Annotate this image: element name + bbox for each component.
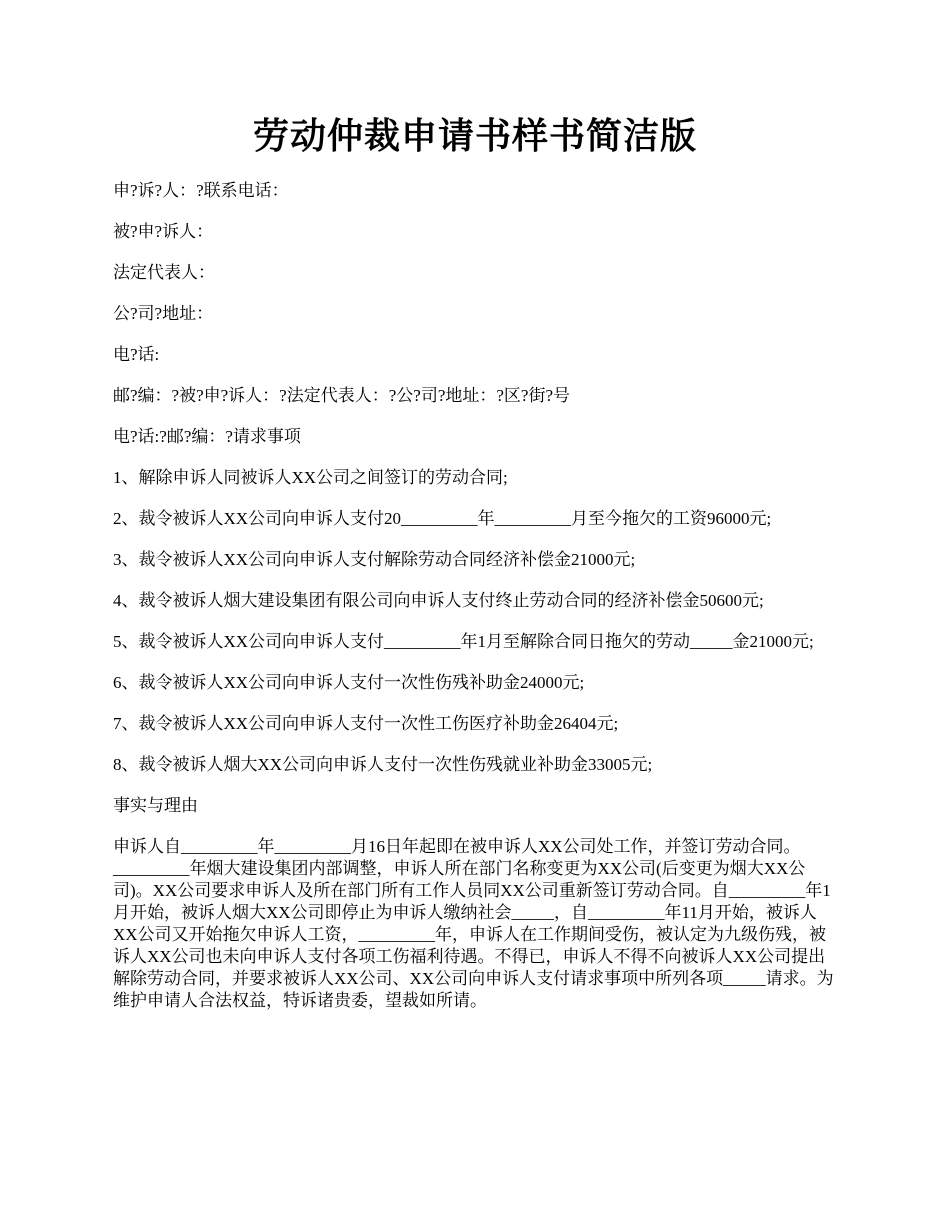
paragraph-company-address: 公?司?地址： bbox=[113, 304, 214, 323]
paragraph-phone-postcode-requests: 电?话:?邮?编：?请求事项 bbox=[113, 427, 301, 446]
paragraph-respondent: 被?申?诉人： bbox=[113, 222, 214, 241]
request-item-8: 8、裁令被诉人烟大XX公司向申诉人支付一次性伤残就业补助金33005元; bbox=[113, 755, 653, 774]
paragraph-facts-and-reasons: 申诉人自_________年_________月16日年起即在被申诉人XX公司处工作，并签订劳动合同。_________年烟大建设集团内部调整，申诉人所在部门名称变更为XX公司(后变更为烟大XX公司)。XX公司要求申诉人及所在部门所有工作人员同XX公司重新签订劳动合同。自_________年1月开始，被诉人烟大XX公司即停止为申诉人缴纳社会_____，自_________年11月开始，被诉人XX公司又开始拖欠申诉人工资，_________年，申诉人在工作期间受伤，被认定为九级伤残，被诉人XX公司也未向申诉人支付各项工伤福利待遇。不得已，申诉人不得不向被诉人XX公司提出解除劳动合同，并要求被诉人XX公司、XX公司向申诉人支付请求事项中所列各项_____请求。为维护申请人合法权益，特诉诸贵委，望裁如所请。 bbox=[113, 837, 834, 1010]
request-item-1: 1、解除申诉人同被诉人XX公司之间签订的劳动合同; bbox=[113, 468, 508, 487]
paragraph-phone: 电?话: bbox=[113, 345, 160, 364]
request-item-4: 4、裁令被诉人烟大建设集团有限公司向申诉人支付终止劳动合同的经济补偿金50600元; bbox=[113, 591, 764, 610]
request-item-5: 5、裁令被诉人XX公司向申诉人支付_________年1月至解除合同日拖欠的劳动_____金21000元; bbox=[113, 632, 814, 651]
paragraph-applicant: 申?诉?人：?联系电话： bbox=[113, 181, 289, 200]
request-item-7: 7、裁令被诉人XX公司向申诉人支付一次性工伤医疗补助金26404元; bbox=[113, 714, 619, 733]
request-item-3: 3、裁令被诉人XX公司向申诉人支付解除劳动合同经济补偿金21000元; bbox=[113, 550, 636, 569]
section-heading-facts: 事实与理由 bbox=[113, 796, 198, 815]
paragraph-legal-representative: 法定代表人： bbox=[113, 263, 215, 282]
paragraph-postcode-respondent: 邮?编：?被?申?诉人：?法定代表人：?公?司?地址：?区?街?号 bbox=[113, 386, 570, 405]
document-title: 劳动仲裁申请书样书简洁版 bbox=[252, 116, 697, 156]
document-body bbox=[113, 180, 838, 1012]
request-item-6: 6、裁令被诉人XX公司向申诉人支付一次性伤残补助金24000元; bbox=[113, 673, 585, 692]
request-item-2: 2、裁令被诉人XX公司向申诉人支付20_________年_________月至今拖欠的工资96000元; bbox=[113, 509, 772, 528]
